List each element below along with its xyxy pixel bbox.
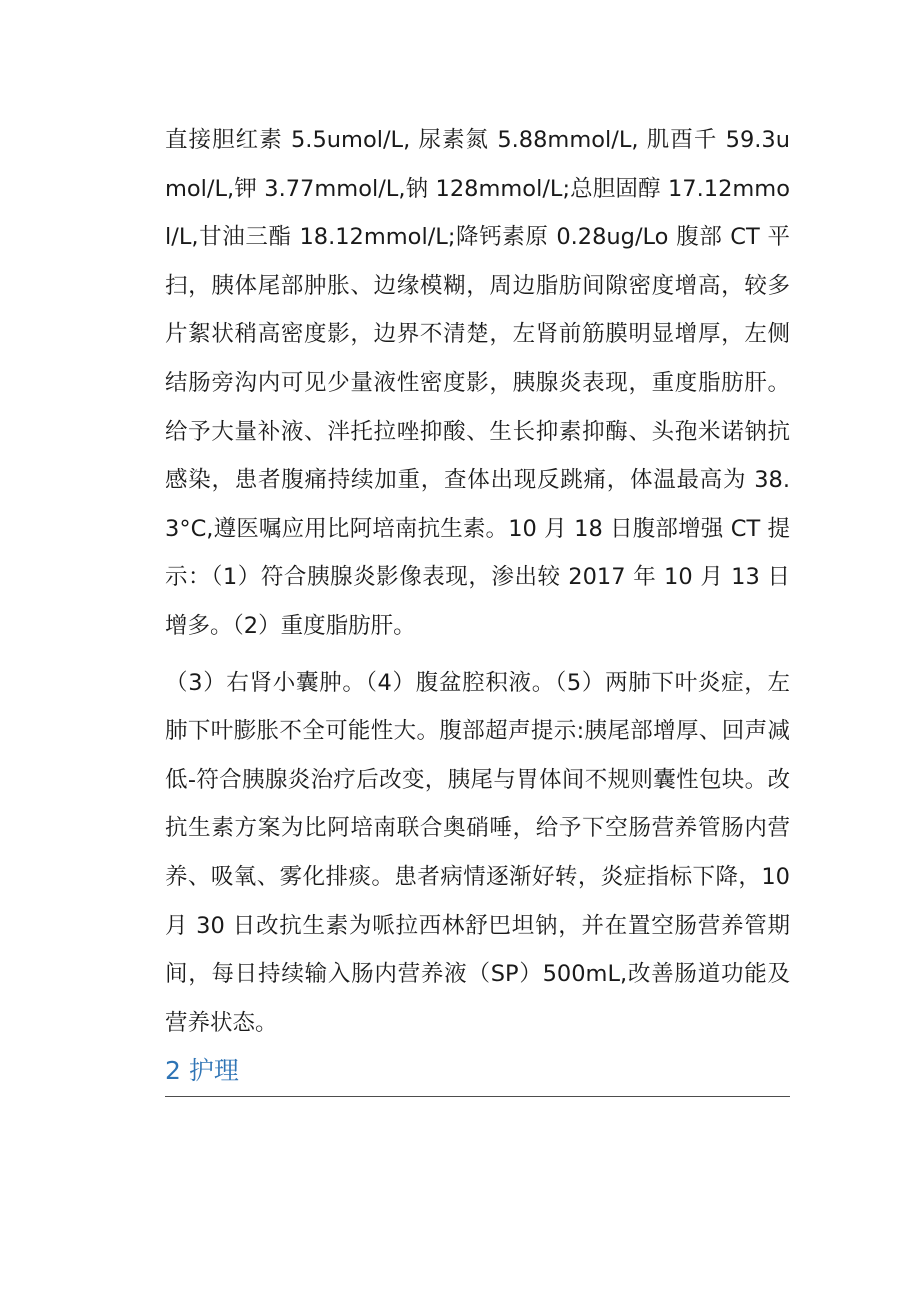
paragraph-lab-results-and-treatment: 直接胆红素 5.5umol/L, 尿素氮 5.88mmol/L, 肌酉千 59.3umol/L,钾 3.77mmol/L,钠 128mmol/L;总胆固醇 17.12mmol/L,甘油三酯 18.12mmol/L;降钙素原 0.28ug/Lo 腹部 CT 平扫，胰体尾部肿胀、边缘模糊，周边脂肪间隙密度增高，较多片絮状稍高密度影，边界不清楚，左肾前筋膜明显增厚，左侧结肠旁沟内可见少量液性密度影，胰腺炎表现，重度脂肪肝。给予大量补液、泮托拉唑抑酸、生长抑素抑酶、头孢米诺钠抗感染，患者腹痛持续加重，查体出现反跳痛，体温最高为 38.3°C,遵医嘱应用比阿培南抗生素。10 月 18 日腹部增强 CT 提示：（1）符合胰腺炎影像表现，渗出较 2017 年 10 月 13 日增多。（2）重度脂肪肝。 — [165, 127, 790, 639]
document-body — [165, 116, 790, 1097]
paragraph-followup-findings: （3）右肾小囊肿。（4）腹盆腔积液。（5）两肺下叶炎症，左肺下叶膨胀不全可能性大。腹部超声提示:胰尾部增厚、回声减低-符合胰腺炎治疗后改变，胰尾与胃体间不规则囊性包块。改抗生素方案为比阿培南联合奥硝唾，给予下空肠营养管肠内营养、吸氧、雾化排痰。患者病情逐渐好转，炎症指标下降，10 月 30 日改抗生素为哌拉西林舒巴坦钠，并在置空肠营养管期间，每日持续输入肠内营养液（SP）500mL,改善肠道功能及营养状态。 — [165, 669, 790, 1036]
heading-underline — [165, 1096, 790, 1097]
section-heading-nursing: 2 护理 — [165, 1056, 239, 1086]
